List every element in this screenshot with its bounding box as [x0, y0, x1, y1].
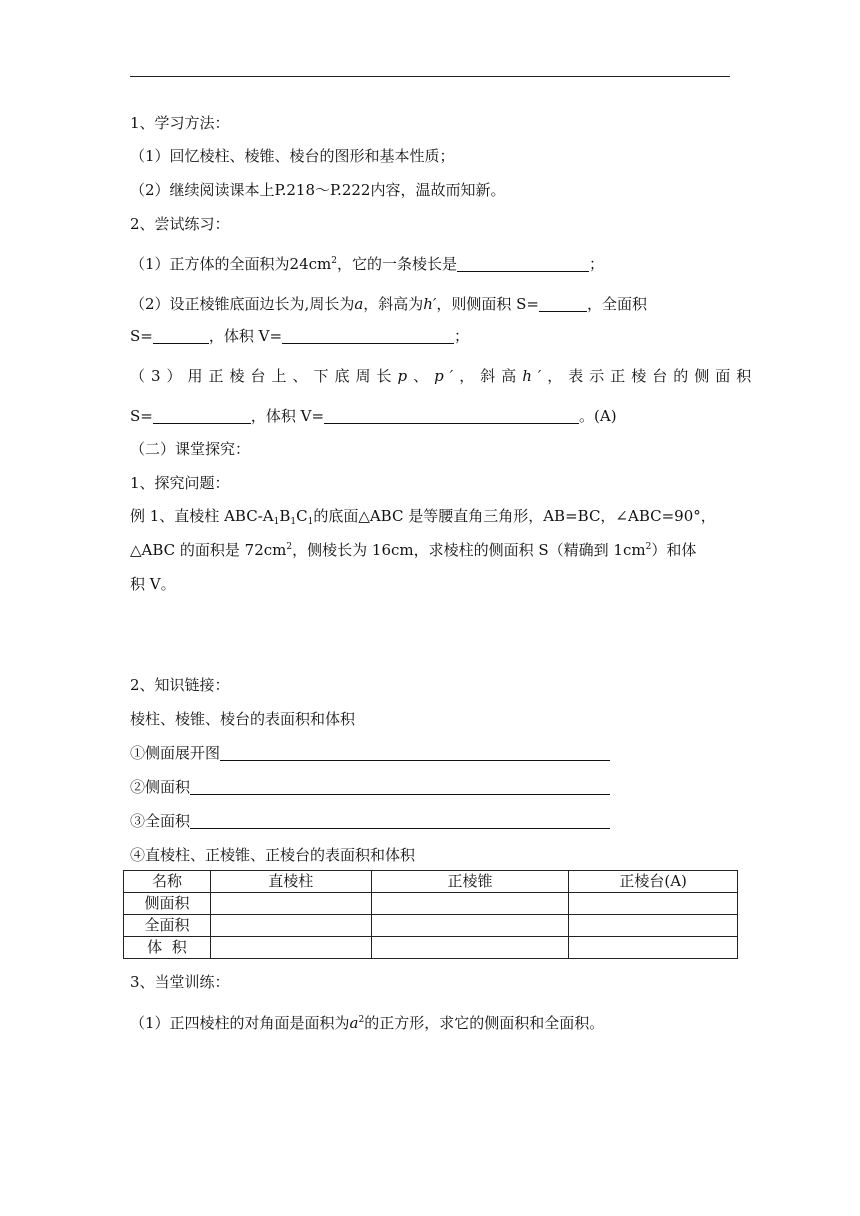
blank-lateral-area-formula[interactable]: [190, 778, 610, 795]
row-label: 体 积: [124, 937, 211, 959]
row-label: 全面积: [124, 915, 211, 937]
table-cell[interactable]: [569, 915, 738, 937]
exercise-2-line-1: （2）设正棱锥底面边长为,周长为a，斜高为h′，则侧面积 S= ，全面积: [130, 295, 648, 313]
blank-total-area[interactable]: [153, 327, 209, 344]
method-item-1: （1）回忆棱柱、棱锥、棱台的图形和基本性质；: [130, 147, 455, 165]
table-cell[interactable]: [210, 893, 371, 915]
blank-lateral-area[interactable]: [539, 295, 587, 312]
practice-title: 3、当堂训练：: [130, 973, 230, 991]
formula-table: [123, 870, 738, 959]
table-cell[interactable]: [569, 893, 738, 915]
table-row: [124, 915, 738, 937]
knowledge-link-title: 2、知识链接：: [130, 676, 230, 694]
example-1-line-1: 例 1、直棱柱 ABC-$A_1B_1C_1$的底面△ABC 是等腰直角三角形，AB=BC，∠ABC=90°，: [130, 507, 716, 527]
example-1-line-3: 积 V。: [130, 575, 176, 593]
example-1-line-2: △ABC 的面积是 $72cm^2$，侧棱长为 16cm，求棱柱的侧面积 S（精确到 $1cm^2$）和体: [130, 541, 697, 559]
table-row: [124, 937, 738, 959]
table-cell[interactable]: [371, 915, 569, 937]
table-cell[interactable]: [210, 915, 371, 937]
exercise-3-line-2: S= ，体积 V= 。(A): [130, 407, 617, 425]
link-item-4: ④直棱柱、正棱锥、正棱台的表面积和体积: [130, 846, 416, 864]
table-header-row: [124, 871, 738, 893]
blank-frustum-volume[interactable]: [324, 407, 579, 424]
exercise-1: （1）正方体的全面积为$24cm^2$，它的一条棱长是 ；: [130, 255, 605, 273]
blank-edge-length[interactable]: [457, 255, 589, 272]
blank-frustum-lateral-area[interactable]: [153, 407, 251, 424]
section-1-title: 1、学习方法：: [130, 114, 230, 132]
table-row: [124, 893, 738, 915]
exercise-2-line-2: S= ，体积 V= ；: [130, 327, 470, 345]
table-header: 名称: [124, 871, 211, 893]
practice-item-1: （1）正四棱柱的对角面是面积为$a^2$的正方形，求它的侧面积和全面积。: [130, 1014, 605, 1032]
row-label: 侧面积: [124, 893, 211, 915]
table-cell[interactable]: [371, 937, 569, 959]
link-item-3: ③全面积: [130, 811, 610, 831]
section-2-title: 2、尝试练习：: [130, 215, 230, 233]
blank-volume[interactable]: [282, 327, 454, 344]
explore-title: 1、探究问题：: [130, 474, 230, 492]
table-header: 正棱台(A): [569, 871, 738, 893]
header-rule: [130, 76, 730, 77]
table-cell[interactable]: [569, 937, 738, 959]
blank-development[interactable]: [220, 744, 610, 761]
part-2-title: （二）课堂探究：: [130, 440, 251, 458]
table-cell[interactable]: [371, 893, 569, 915]
blank-total-area-formula[interactable]: [190, 812, 610, 829]
knowledge-link-intro: 棱柱、棱锥、棱台的表面积和体积: [130, 710, 356, 728]
link-item-1: ①侧面展开图: [130, 743, 610, 763]
table-header: 正棱锥: [371, 871, 569, 893]
exercise-3-line-1: （3）用正棱台上、下底周长p、p′，斜高h′，表示正棱台的侧面积: [130, 367, 758, 385]
link-item-2: ②侧面积: [130, 777, 610, 797]
method-item-2: （2）继续阅读课本上P.218～P.222内容，温故而知新。: [130, 181, 506, 199]
table-header: 直棱柱: [210, 871, 371, 893]
table-cell[interactable]: [210, 937, 371, 959]
